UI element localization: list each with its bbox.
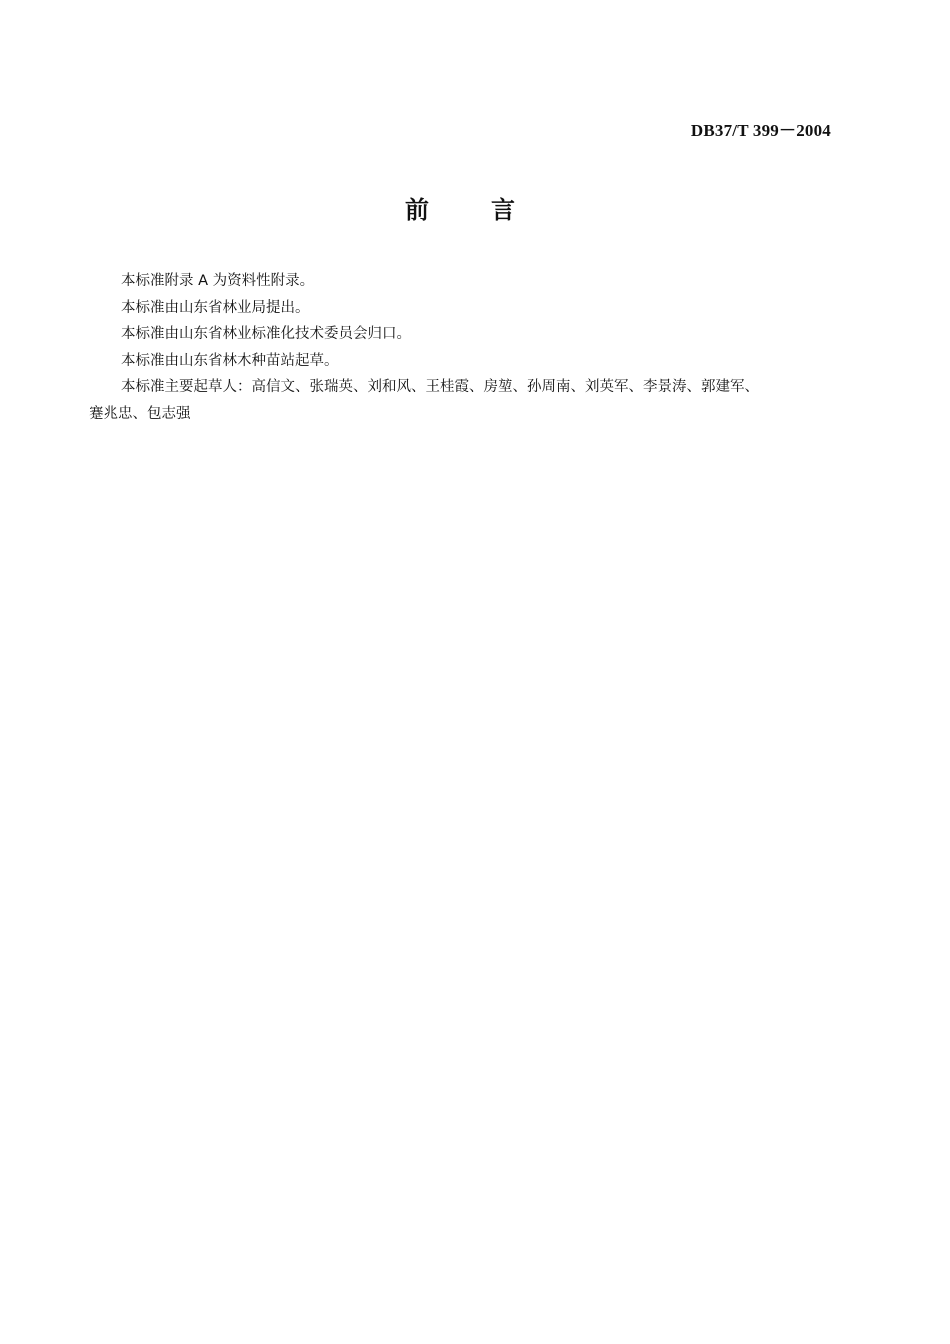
drafters-line-2: 蹇兆忠、包志强 — [89, 405, 191, 422]
paragraph-drafted-by: 本标准由山东省林木种苗站起草。 — [121, 352, 339, 369]
paragraph-drafters — [89, 374, 837, 427]
paragraph-proposed-by: 本标准由山东省林业局提出。 — [121, 299, 310, 316]
paragraph-administered-by: 本标准由山东省林业标准化技术委员会归口。 — [121, 326, 411, 342]
drafters-line-1: 本标准主要起草人：高信文、张瑞英、刘和风、王桂霞、房堃、孙周南、刘英军、李景涛、郭建军、 — [121, 379, 759, 395]
paragraph-appendix: 本标准附录 A 为资料性附录。 — [121, 273, 315, 289]
page-title: 前言 — [405, 196, 577, 224]
foreword-body — [89, 268, 837, 427]
standard-code: DB37/T 399－2004 — [690, 121, 831, 140]
